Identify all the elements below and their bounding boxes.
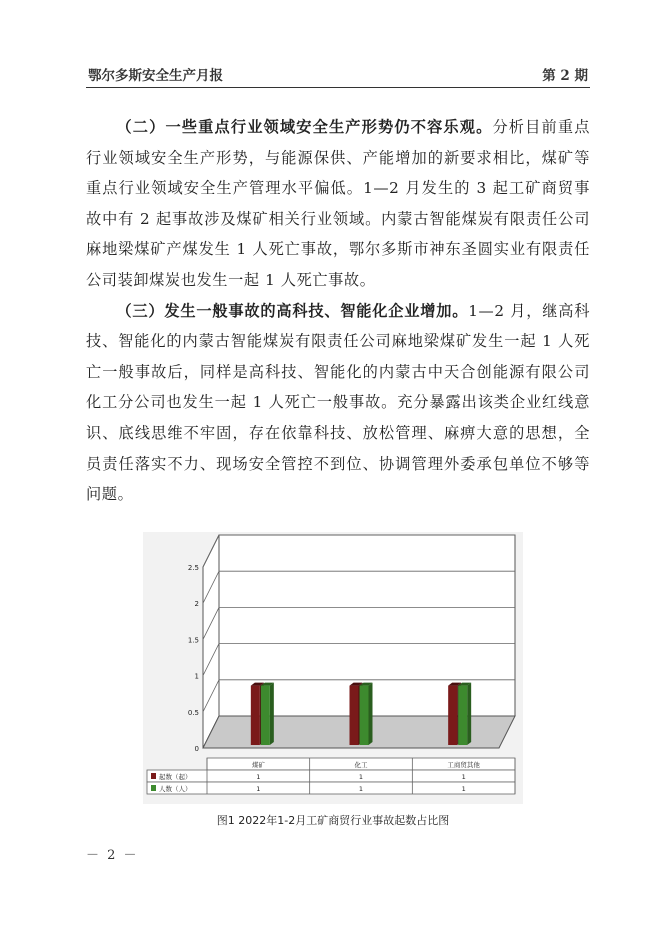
chart-figure <box>143 532 523 804</box>
bar <box>448 686 457 745</box>
bar <box>261 686 270 745</box>
bar <box>350 686 359 745</box>
y-tick-label: 0.5 <box>187 708 199 717</box>
bar-chart <box>143 532 523 804</box>
y-tick-label: 0 <box>194 745 199 753</box>
bar-side <box>467 683 471 745</box>
header-rule <box>86 87 590 88</box>
bar-side <box>369 683 373 745</box>
y-tick-label: 1 <box>194 672 199 681</box>
y-tick-label: 2 <box>194 600 199 609</box>
legend-swatch <box>151 773 156 779</box>
paragraph <box>86 296 590 510</box>
y-tick-label: 2.5 <box>187 564 199 572</box>
bar <box>360 686 369 745</box>
paragraph <box>86 112 590 296</box>
table-row <box>147 770 515 782</box>
data-label: 1 <box>461 773 466 781</box>
paragraph-text: 1—2 月，继高科技、智能化的内蒙古智能煤炭有限责任公司麻地梁煤矿发生一起 1 人死亡一般事故后，同样是高科技、智能化的内蒙古中天合创能源有限公司化工分公司也发生一起 1 人死亡一般事故。充分暴露出该类企业红线意识、底线思维不牢固，存在依靠科技、放松管理、麻痹大意的思想，全员责任落实不力、现场安全管控不到位、协调管理外委承包单位不够等问题。 <box>86 301 590 504</box>
category-label: 工商贸其他 <box>447 761 480 769</box>
bar-side <box>270 683 274 745</box>
running-header <box>88 64 588 84</box>
category-label: 化工 <box>354 761 368 769</box>
figure-caption: 图1 2022年1-2月工矿商贸行业事故起数占比图 <box>216 814 450 827</box>
legend-label: 人数（人） <box>159 785 192 793</box>
paragraph-lead: （二）一些重点行业领域安全生产形势仍不容乐观。 <box>116 118 493 136</box>
paragraph-lead: （三）发生一般事故的高科技、智能化企业增加。 <box>116 301 469 320</box>
data-label: 1 <box>461 785 466 793</box>
y-tick-label: 1.5 <box>187 636 199 645</box>
paragraph-text: 分析目前重点行业领域安全生产形势，与能源保供、产能增加的新要求相比，煤矿等重点行业领域安全生产管理水平偏低。1—2 月发生的 3 起工矿商贸事故中有 2 起事故涉及煤矿相关行业领域。内蒙古智能煤炭有限责任公司麻地梁煤矿产煤发生 1 人死亡事故，鄂尔多斯市神东圣圆实业有限责任公司装卸煤炭也发生一起 1 人死亡事故。 <box>86 118 590 289</box>
category-label: 煤矿 <box>251 761 265 769</box>
data-label: 1 <box>358 785 364 793</box>
page-number: － 2 － <box>86 848 139 863</box>
data-label: 1 <box>256 773 261 781</box>
data-label: 1 <box>358 773 364 781</box>
bar <box>458 686 467 745</box>
header-issue: 第 2 期 <box>542 68 588 84</box>
table-row <box>147 782 515 794</box>
chart-side-wall <box>203 535 219 748</box>
bar <box>251 686 260 745</box>
article-body <box>86 112 590 510</box>
header-title: 鄂尔多斯安全生产月报 <box>88 68 223 84</box>
legend-swatch <box>151 785 156 791</box>
data-label: 1 <box>256 785 261 793</box>
legend-label: 起数（起） <box>159 773 192 781</box>
